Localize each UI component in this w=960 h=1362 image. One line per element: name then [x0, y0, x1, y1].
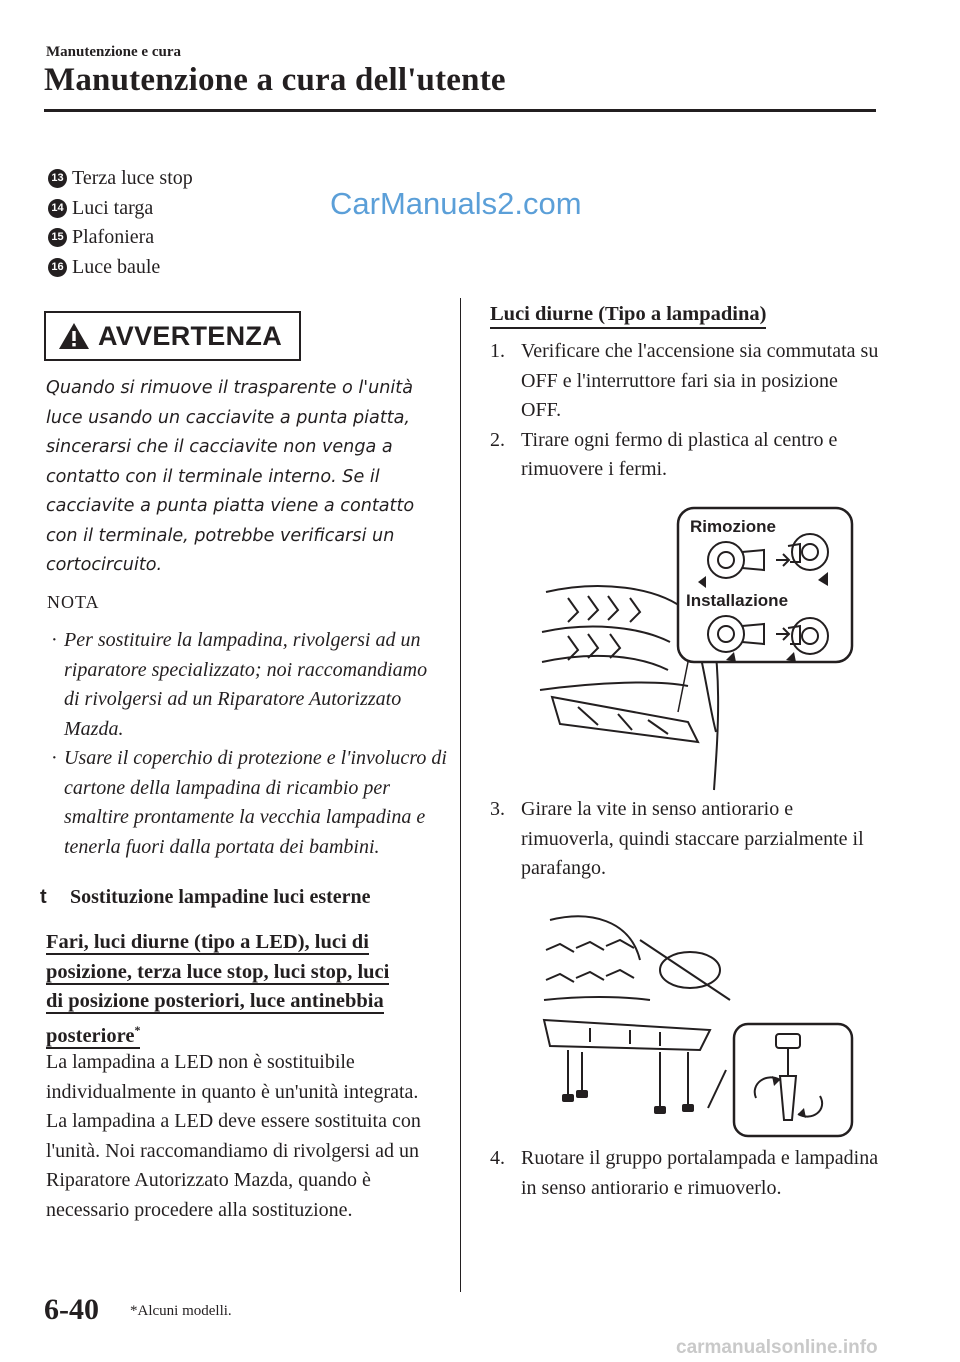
step-number: 2.: [490, 428, 505, 451]
title-rule: [44, 109, 876, 112]
step-number: 3.: [490, 798, 505, 820]
install-label: Installazione: [686, 591, 789, 610]
subsection-heading: [40, 886, 371, 909]
note-item: · Usare il coperchio di protezione e l'involucro di cartone della lampadina di ricambio per smaltire prontamente la vecchia lampadina e tenerla fuori dalla portata dei bambini.: [47, 744, 447, 862]
warning-box: [44, 311, 301, 361]
callout-list: [48, 164, 193, 282]
led-body-text: [46, 1048, 446, 1225]
drl-heading: Luci diurne (Tipo a lampadina): [490, 301, 766, 329]
note-label: NOTA: [47, 592, 100, 612]
footnote-mark: *: [134, 1023, 141, 1038]
screw-removal-illustration: [540, 900, 856, 1140]
section-kicker: Manutenzione e cura: [46, 44, 181, 60]
note-item: · Per sostituire la lampadina, rivolgersi ad un riparatore specializzato; noi raccomandiamo di rivolgersi ad un Riparatore Autorizzato Mazda.: [47, 626, 447, 744]
step-number: 4.: [490, 1147, 505, 1169]
callout-number-badge: 14: [48, 199, 67, 218]
heading-line: posizione, terza luce stop, luci stop, luci: [46, 960, 390, 983]
remove-label: Rimozione: [690, 517, 776, 536]
step-item: [490, 1144, 880, 1203]
step-text: Tirare ogni fermo di plastica al centro e rimuovere i fermi.: [521, 428, 838, 480]
page-title: Manutenzione a cura dell'utente: [44, 62, 506, 98]
callout-item: [48, 223, 193, 253]
subsection-title: Sostituzione lampadine luci esterne: [70, 886, 371, 908]
step-text: Ruotare il gruppo portalampada e lampadina in senso antiorario e rimuoverlo.: [521, 1147, 879, 1199]
step-number: 1.: [490, 340, 505, 362]
step-item: [490, 426, 880, 485]
footer-site-logo: carmanualsonline.info: [676, 1337, 878, 1358]
step-text: Verificare che l'accensione sia commutata su OFF e l'interruttore fari sia in posizione OFF.: [521, 340, 879, 421]
callout-item: [48, 194, 193, 224]
column-divider: [460, 298, 461, 1292]
step-list: [490, 1144, 880, 1203]
warning-triangle-icon: [58, 322, 90, 350]
step-item: [490, 337, 880, 426]
callout-item: [48, 164, 193, 194]
callout-number-badge: 15: [48, 228, 67, 247]
step-text: Girare la vite in senso antiorario e rimuoverla, quindi staccare parzialmente il parafango.: [521, 798, 864, 879]
body-paragraph: La lampadina a LED non è sostituibile individualmente in quanto è un'unità integrata.: [46, 1051, 419, 1103]
heading-line: Fari, luci diurne (tipo a LED), luci di: [46, 931, 369, 953]
heading-line: di posizione posteriori, luce antinebbia: [46, 990, 384, 1012]
warning-title: AVVERTENZA: [98, 320, 283, 351]
step-list: [490, 337, 880, 485]
callout-number-badge: 13: [48, 169, 67, 188]
footnote: *Alcuni modelli.: [130, 1303, 232, 1319]
body-paragraph: La lampadina a LED deve essere sostituita con l'unità. Noi raccomandiamo di rivolgersi ad un Riparatore Autorizzato Mazda, quando è necessario procedere alla sostituzione.: [46, 1110, 421, 1221]
step-item: [490, 795, 880, 884]
callout-label: Terza luce stop: [72, 167, 193, 189]
page-number: 6-40: [44, 1293, 99, 1326]
heading-line: posteriore: [46, 1025, 135, 1048]
callout-item: [48, 253, 193, 283]
clip-removal-illustration: [538, 502, 856, 794]
callout-label: Luce baule: [72, 255, 161, 278]
step-list: [490, 795, 880, 884]
callout-label: Plafoniera: [72, 226, 155, 248]
callout-number-badge: 16: [48, 258, 67, 277]
watermark: CarManuals2.com: [330, 186, 582, 221]
callout-label: Luci targa: [72, 196, 154, 219]
subsection-marker: t: [40, 886, 47, 908]
warning-text: Quando si rimuove il trasparente o l'unità luce usando un cacciavite a punta piatta, sincerarsi che il cacciavite non venga a contatto con il terminale interno. Se il cacciavite a punta piatta viene a contatto con il terminale, potrebbe verificarsi un cortocircuito.: [46, 378, 415, 575]
led-lights-heading: [46, 928, 426, 1052]
note-list: [47, 626, 447, 862]
